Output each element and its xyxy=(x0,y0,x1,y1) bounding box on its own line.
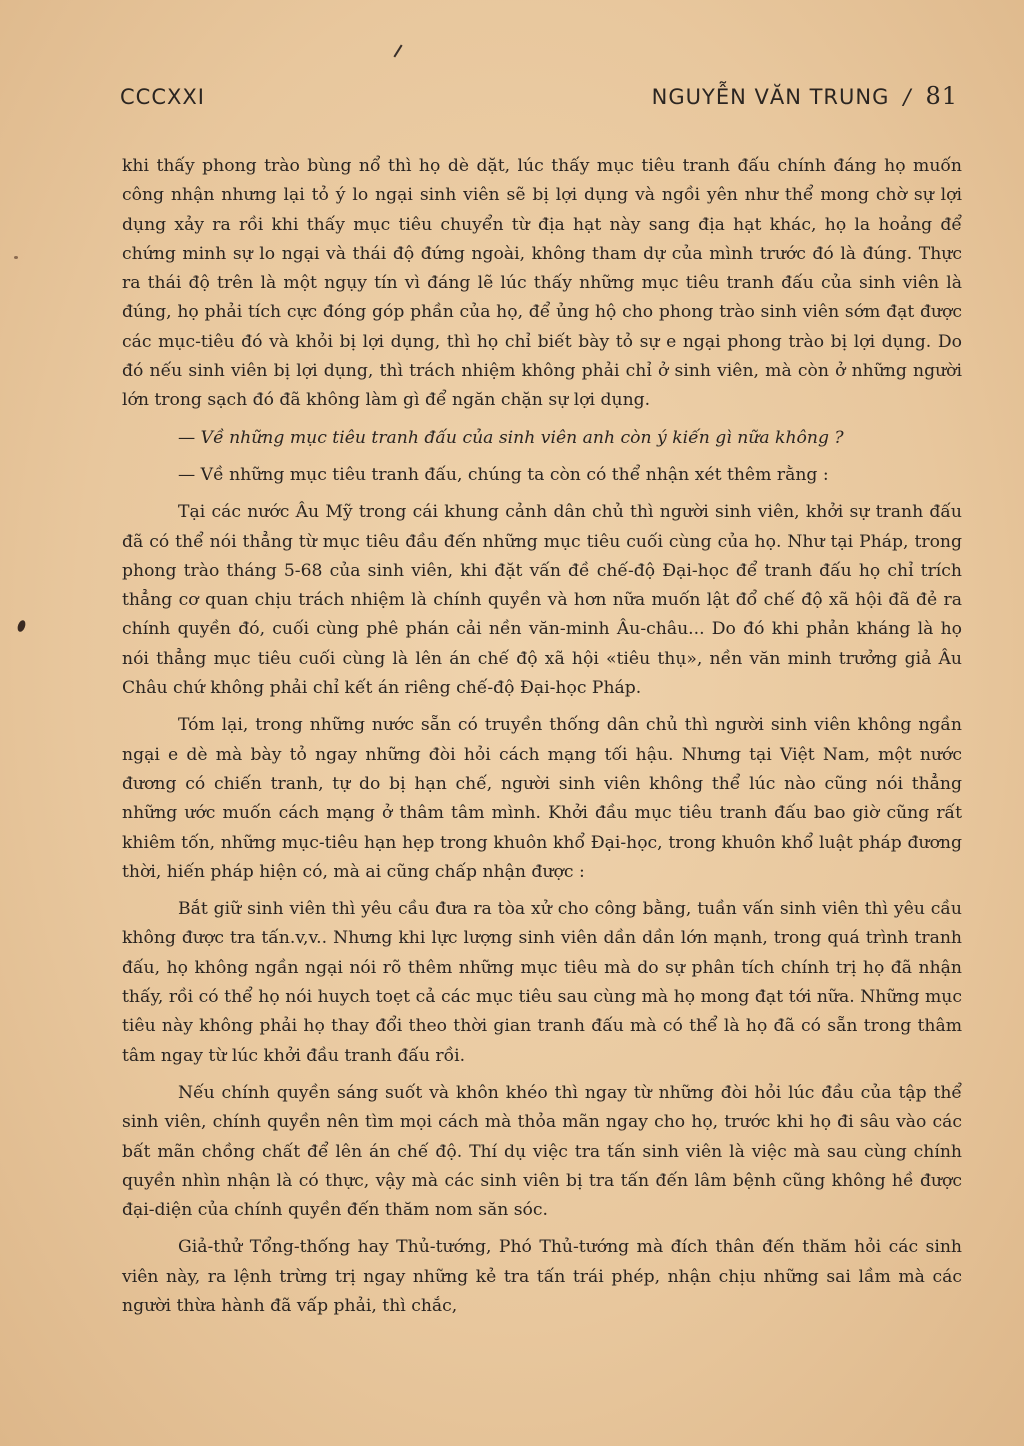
header-right xyxy=(652,82,958,110)
paragraph-7: Nếu chính quyền sáng suốt và khôn khéo thì ngay từ những đòi hỏi lúc đầu của tập thể sinh viên, chính quyền nên tìm mọi cách mà thỏa mãn ngay cho họ, trước khi họ đi sâu vào các bất mãn chồng chất để lên án chế độ. Thí dụ việc tra tấn sinh viên là việc mà sau cùng chính quyền nhìn nhận là có thực, vậy mà các sinh viên bị tra tấn đến lâm bệnh cũng không hề được đại-diện của chính quyền đến thăm nom săn sóc. xyxy=(122,1082,962,1221)
header-separator: / xyxy=(903,85,912,109)
answer-line: — Về những mục tiêu tranh đấu, chúng ta còn có thể nhận xét thêm rằng : xyxy=(178,464,829,485)
pen-mark xyxy=(393,45,402,58)
page-number: 81 xyxy=(925,82,958,110)
author-name: NGUYỄN VĂN TRUNG xyxy=(651,85,890,109)
paragraph-5: Tóm lại, trong những nước sẵn có truyền thống dân chủ thì người sinh viên không ngần ngại e dè mà bày tỏ ngay những đòi hỏi cách mạng tối hậu. Nhưng tại Việt Nam, một nước đương có chiến tranh, tự do bị hạn chế, người sinh viên không thể lúc nào cũng nói thẳng những ước muốn cách mạng ở thâm tâm mình. Khởi đầu mục tiêu tranh đấu bao giờ cũng rất khiêm tốn, những mục-tiêu hạn hẹp trong khuôn khổ Đại-học, trong khuôn khổ luật pháp đương thời, hiến pháp hiện có, mà ai cũng chấp nhận được : xyxy=(122,715,962,882)
paragraph-6: Bắt giữ sinh viên thì yêu cầu đưa ra tòa xử cho công bằng, tuần vấn sinh viên thì yêu cầu không được tra tấn.v,v.. Nhưng khi lực lượng sinh viên dần dần lớn mạnh, trong quá trình tranh đấu, họ không ngần ngại nói rõ thêm những mục tiêu mà do sự phân tích chính trị họ đã nhận thấy, rồi có thể họ nói huych toẹt cả các mục tiêu sau cùng mà họ mong đạt tới nữa. Những mục tiêu này không phải họ thay đổi theo thời gian tranh đấu mà có thể là họ đã có sẵn trong thâm tâm ngay từ lúc khởi đầu tranh đấu rồi. xyxy=(122,899,962,1066)
page-body xyxy=(122,152,962,1329)
paragraph-4: Tại các nước Âu Mỹ trong cái khung cảnh dân chủ thì người sinh viên, khởi sự tranh đấu đã có thể nói thẳng từ mục tiêu đầu đến những mục tiêu cuối cùng của họ. Như tại Pháp, trong phong trào tháng 5-68 của sinh viên, khi đặt vấn đề chế-độ Đại-học để tranh đấu họ chỉ trích thẳng cơ quan chịu trách nhiệm là chính quyền và hơn nữa muốn lật đổ chế độ xã hội đã đẻ ra chính quyền đó, cuối cùng phê phán cải nền văn-minh Âu-châu... Do đó khi phản kháng là họ nói thẳng mục tiêu cuối cùng là lên án chế độ xã hội «tiêu thụ», nền văn minh trưởng giả Âu Châu chứ không phải chỉ kết án riêng chế-độ Đại-học Pháp. xyxy=(122,502,962,699)
ink-blot xyxy=(16,619,27,633)
issue-number: CCCXXI xyxy=(120,85,205,109)
question-line: — Về những mục tiêu tranh đấu của sinh viên anh còn ý kiến gì nữa không ? xyxy=(178,427,844,448)
running-header xyxy=(120,82,958,110)
paragraph-1: khi thấy phong trào bùng nổ thì họ dè dặt, lúc thấy mục tiêu tranh đấu chính đáng họ muốn công nhận nhưng lại tỏ ý lo ngại sinh viên sẽ bị lợi dụng và ngồi yên như thể mong chờ sự lợi dụng xảy ra rồi khi thấy mục tiêu chuyển từ địa hạt này sang địa hạt khác, họ la hoảng để chứng minh sự lo ngại và thái độ đứng ngoài, không tham dự của mình trước đó là đúng. Thực ra thái độ trên là một ngụy tín vì đáng lẽ lúc thấy những mục tiêu tranh đấu của sinh viên là đúng, họ phải tích cực đóng góp phần của họ, để ủng hộ cho phong trào sinh viên sớm đạt được các mục-tiêu đó và khỏi bị lợi dụng, thì họ chỉ biết bày tỏ sự e ngại phong trào bị lợi dụng. Do đó nếu sinh viên bị lợi dụng, thì trách nhiệm không phải chỉ ở sinh viên, mà còn ở những người lớn trong sạch đó đã không làm gì để ngăn chặn sự lợi dụng. xyxy=(122,156,962,411)
paragraph-8: Giả-thử Tổng-thống hay Thủ-tướng, Phó Thủ-tướng mà đích thân đến thăm hỏi các sinh viên này, ra lệnh trừng trị ngay những kẻ tra tấn trái phép, nhận chịu những sai lầm mà các người thừa hành đã vấp phải, thì chắc, xyxy=(122,1237,962,1316)
paper-speck xyxy=(14,256,18,259)
